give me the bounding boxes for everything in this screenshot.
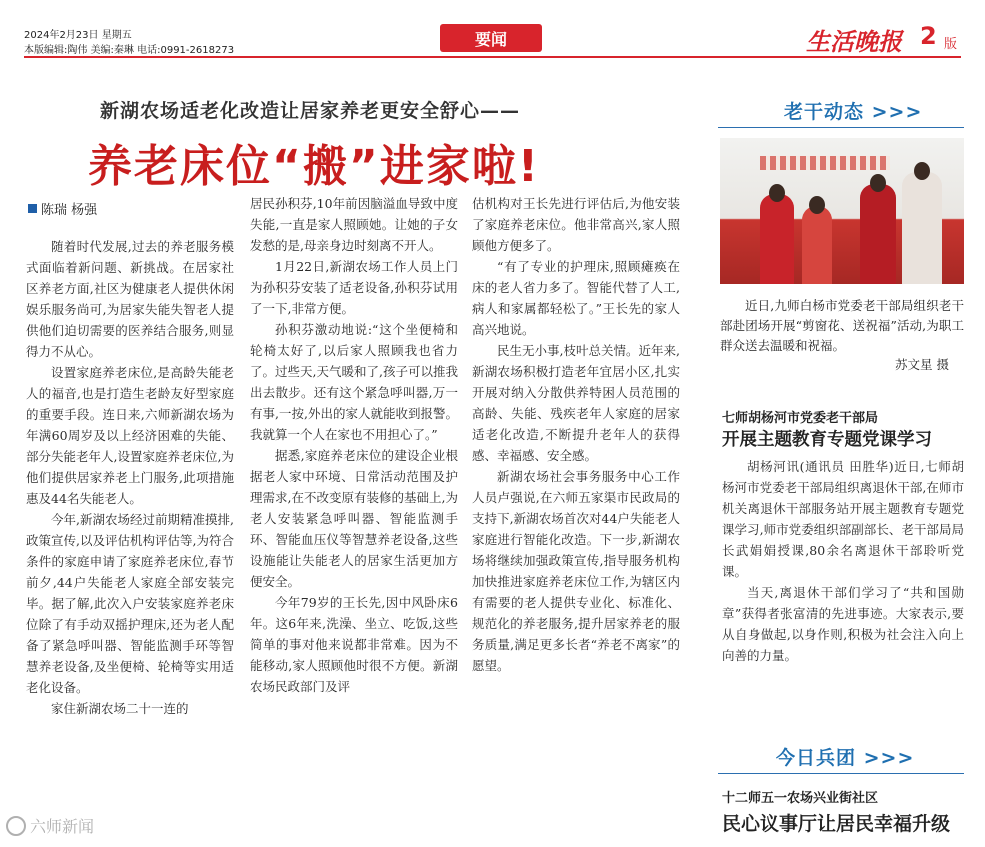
photo-person [760,194,794,284]
story-body [722,456,964,666]
photo-banner [760,156,890,170]
page-number: 2 [920,22,937,50]
paragraph: 估机构对王长先进行评估后,为他安装了家庭养老床位。他非常高兴,家人照顾他方便多了。 [472,196,680,253]
article-column-3 [472,193,680,676]
paragraph: 胡杨河讯(通讯员 田胜华)近日,七师胡杨河市党委老干部局组织离退休干部,在师市机关离退休干部服务站开展主题教育专题党课学习,师市党委组织部副部长、老干部局局长武娟娟授课,80余名离退休干部聆听党课。 [722,459,964,579]
story-title: 民心议事厅让居民幸福升级 [722,813,951,835]
story-kicker: 十二师五一农场兴业街社区 [722,791,879,806]
article-headline: 养老床位“搬”进家啦! [88,141,540,192]
paragraph: 孙积芬激动地说:“这个坐便椅和轮椅太好了,以后家人照顾我也省力了。过些天,天气暖和了,孩子可以推我出去散步。还有这个紧急呼叫器,万一有事,一按,外出的家人就能收到报警。我就算一个人在家也不用担心了。” [250,322,458,442]
photo-head [769,184,785,202]
photo-head [914,162,930,180]
news-photo [720,138,964,284]
paragraph: 家住新湖农场二十一连的 [51,701,189,716]
watermark [6,814,94,837]
paragraph: 1月22日,新湖农场工作人员上门为孙积芬安装了适老设备,孙积芬试用了一下,非常方便。 [250,259,458,316]
article-subtitle: 新湖农场适老化改造让居家养老更安全舒心—— [100,100,521,122]
article-column-2 [250,193,458,697]
watermark-text: 六师新闻 [30,817,95,836]
section-title-today: 今日兵团 >>> [776,747,915,769]
paper-name: 生活晚报 [806,27,902,56]
issue-date: 2024年2月23日 星期五 [24,30,132,41]
section-title-laogan: 老干动态 >>> [784,101,923,123]
section-rule [718,773,964,774]
paragraph: 当天,离退休干部们学习了“共和国勋章”获得者张富清的先进事迹。大家表示,要从自身做起,以身作则,积极为社会注入向上向善的力量。 [722,585,964,663]
section-rule [718,127,964,128]
photo-credit: 苏文星 摄 [895,357,949,372]
paragraph: 设置家庭养老床位,是高龄失能老人的福音,也是打造生老龄友好型家庭的重要手段。连日来,六师新湖农场为年满60周岁及以上经济困难的失能、部分失能老年人,设置家庭养老床位,为他们提供居家养老上门服务,此项措施惠及44名失能老人。 [26,365,234,506]
editors-line: 本版编辑:陶伟 美编:秦琳 电话:0991-2618273 [24,45,235,56]
story-title: 开展主题教育专题党课学习 [722,430,932,450]
section-tag: 要闻 [440,24,542,52]
story-kicker: 七师胡杨河市党委老干部局 [722,411,879,426]
watermark-logo-icon [6,816,26,836]
page-unit: 版 [944,37,958,52]
paragraph: 据悉,家庭养老床位的建设企业根据老人家中环境、日常活动范围及护理需求,在不改变原有装修的基础上,为老人安装紧急呼叫器、智能监测手环、智能血压仪等智慧养老设备,这些设施能让失能老人的居家生活更加方便安全。 [250,448,458,589]
photo-head [870,174,886,192]
masthead [0,0,985,56]
byline-text: 陈瑞 杨强 [41,203,98,218]
photo-caption: 近日,九师白杨市党委老干部局组织老干部赴团场开展“剪窗花、送祝福”活动,为职工群众送去温暖和祝福。 [720,298,964,353]
article-byline [28,199,97,218]
paragraph: 民生无小事,枝叶总关情。近年来,新湖农场积极打造老年宜居小区,扎实开展对纳入分散供养特困人员范围的高龄、失能、残疾老年人家庭的居家适老化改造,不断提升老年人的获得感、幸福感、安全感。 [472,343,680,463]
masthead-rule [24,56,961,58]
paragraph: 今年,新湖农场经过前期精准摸排,政策宣传,以及评估机构评估等,为符合条件的家庭申请了家庭养老床位,春节前夕,44户失能老人家庭全部安装完毕。据了解,此次入户安装家庭养老床位除了有手动双摇护理床,还为老人配备了紧急呼叫器、智能监测手环等智慧养老设备,及坐便椅、轮椅等实用适老化设备。 [26,512,234,695]
paragraph: 新湖农场社会事务服务中心工作人员卢强说,在六师五家渠市民政局的支持下,新湖农场首次对44户失能老人家庭进行智能化改造。下一步,新湖农场将继续加强政策宣传,指导服务机构加快推进家庭养老床位工作,为辖区内有需要的老人提供专业化、标准化、规范化的养老服务,提升居家养老的服务质量,满足更多长者“养老不离家”的愿望。 [472,469,680,673]
article-column-1 [26,236,234,719]
photo-head [809,196,825,214]
paragraph: 居民孙积芬,10年前因脑溢血导致中度失能,一直是家人照顾她。让她的子女发愁的是,母亲身边时刻离不开人。 [250,196,458,253]
photo-person [902,172,942,284]
photo-person [860,184,896,284]
paragraph: 今年79岁的王长先,因中风卧床6年。这6年来,洗澡、坐立、吃饭,这些简单的事对他来说都非常难。因为不能移动,家人照顾他时很不方便。新湖农场民政部门及评 [250,595,458,694]
paragraph: “有了专业的护理床,照顾瘫痪在床的老人省力多了。智能代替了人工,病人和家属都轻松了。”王长先的家人高兴地说。 [472,259,680,337]
photo-person [802,206,832,284]
byline-marker-icon [28,204,37,213]
paragraph: 随着时代发展,过去的养老服务模式面临着新问题、新挑战。在居家社区养老方面,社区为健康老人提供休闲娱乐服务尚可,为居家失能失智老人提供他们迫切需要的医养结合服务,则显得力不从心。 [26,239,234,359]
